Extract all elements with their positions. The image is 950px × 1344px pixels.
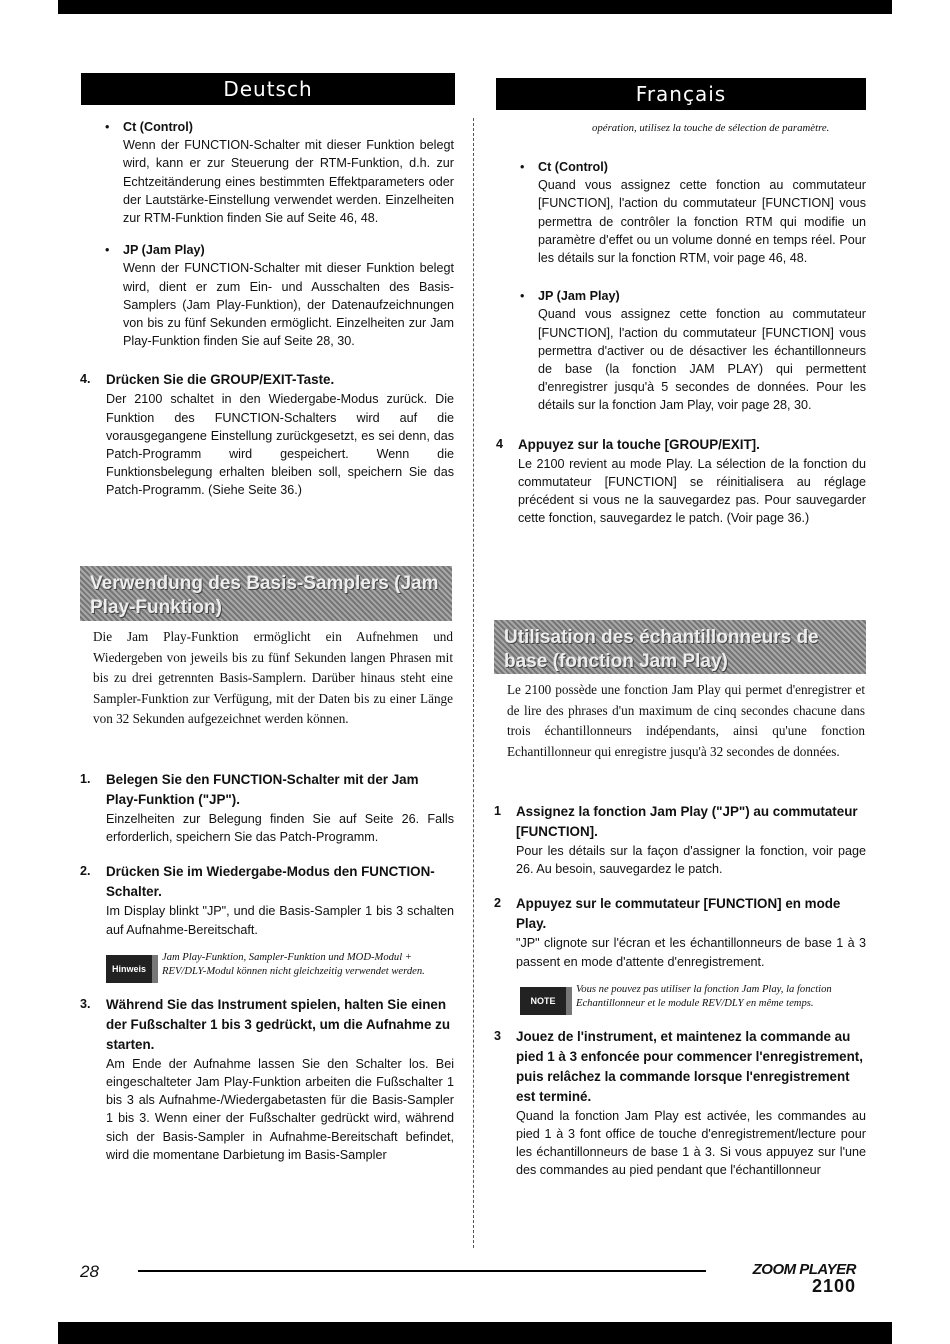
bullet-ct (105, 118, 454, 227)
step-heading: Während Sie das Instrument spielen, halten Sie einen der Fußschalter 1 bis 3 gedrückt, um die Aufnahme zu starten. (106, 996, 451, 1052)
brand-model: 2100 (811, 1276, 856, 1296)
bullet-dot: • (520, 289, 525, 304)
step-1 (80, 770, 454, 846)
step-text: Einzelheiten zur Belegung finden Sie auf Seite 26. Falls erforderlich, speichern Sie das Patch-Programm. (106, 812, 454, 845)
bullet-dot: • (520, 160, 525, 174)
step-4 (496, 435, 866, 528)
section-intro: Die Jam Play-Funktion ermöglicht ein Aufnehmen und Wiedergeben von jeweils bis zu fünf Sekunden langen Phrasen mit bis zu drei getrennten Basis-Samplern. Darüber hinaus steht eine Sampler-Funktion zur Verfügung, mit der Daten bis zu einer Länge von 32 Sekunden aufgezeichnet werden können. (93, 629, 453, 726)
step-text: Im Display blinkt "JP", und die Basis-Sampler 1 bis 3 schalten auf Aufnahme-Bereitschaft. (106, 904, 454, 937)
section-title-german: Verwendung des Basis-Samplers (Jam Play-Funktion) (80, 566, 452, 621)
step-heading: Jouez de l'instrument, et maintenez la commande au pied 1 à 3 enfoncée pour commencer l'enregistrement, puis relâchez la commande lorsque l'enregistrement est terminé. (516, 1028, 863, 1104)
step-number: 4. (80, 372, 91, 387)
column-divider (473, 118, 474, 1248)
step-heading: Belegen Sie den FUNCTION-Schalter mit der Jam Play-Funktion ("JP"). (106, 772, 419, 807)
step-number: 4 (496, 436, 504, 451)
brand-logo (716, 1262, 856, 1294)
note-text: Vous ne pouvez pas utiliser la fonction Jam Play, la fonction Echantillonneur et le module REV/DLY en même temps. (576, 983, 832, 1009)
bullet-dot: • (105, 120, 110, 134)
french-steps (494, 802, 866, 1180)
footer-rule (138, 1270, 706, 1272)
jp-text: Quand vous assignez cette fonction au commutateur [FUNCTION], l'action du commutateur [FUNCTION] vous permettra d'activer ou de désactiver les échantillonneurs de base (la fonction JAM PLAY) qui permettent d'enregistrer jusqu'à 5 secondes de données. Pour les détails sur la fonction Jam Play, voir page 28, 30. (538, 307, 866, 413)
note-box (520, 983, 866, 1011)
bullet-dot: • (105, 243, 110, 258)
german-steps (80, 770, 454, 1164)
step-number: 2. (80, 864, 91, 879)
german-column-lower (93, 627, 453, 730)
step-2 (494, 894, 866, 970)
step-text: Pour les détails sur la façon d'assigner la fonction, voir page 26. Au besoin, sauvegardez le patch. (516, 844, 866, 877)
jp-title: JP (Jam Play) (123, 243, 205, 258)
bullet-jp (520, 287, 866, 414)
step-4 (80, 370, 454, 499)
step-heading: Appuyez sur la touche [GROUP/EXIT]. (518, 436, 760, 452)
jp-text: Wenn der FUNCTION-Schalter mit dieser Funktion belegt wird, dient er zum Ein- und Ausschalten des Basis-Samplers (Jam Play-Funktion), der Datenaufzeichnungen von bis zu fünf Sekunden ermöglicht. Einzelheiten zur Jam Play-Funktion finden Sie auf Seite 28, 30. (123, 261, 454, 349)
language-header-deutsch: Deutsch (81, 73, 455, 105)
ct-title: Ct (Control) (123, 120, 193, 134)
step-2 (80, 862, 454, 938)
step-number: 3 (494, 1028, 502, 1043)
step-text: Der 2100 schaltet in den Wiedergabe-Modus zurück. Die Funktion des FUNCTION-Schalters wird auf die vorausgegangene Einstellung zurückgesetzt, es sei denn, das Patch-Programm wird gespeichert. Wenn die Funktionsbelegung erhalten bleiben soll, speichern Sie das Patch-Programm. (Siehe Seite 36.) (106, 392, 454, 498)
section-title-french: Utilisation des échantillonneurs de base (fonction Jam Play) (494, 620, 866, 674)
step-number: 1. (80, 772, 91, 786)
page-number: 28 (80, 1262, 99, 1281)
note-badge: NOTE (520, 987, 572, 1015)
ct-text: Quand vous assignez cette fonction au commutateur [FUNCTION], l'action du commutateur [FUNCTION] vous permettra de contrôler la fonction RTM qui modifie un paramètre d'effet ou un volume donné en temps réel. Pour les détails sur la fonction RTM, voir page 46, 48. (538, 178, 866, 266)
ct-text: Wenn der FUNCTION-Schalter mit dieser Funktion belegt wird, kann er zur Steuerung der RTM-Funktion, d.h. zur Echtzeitänderung eines bestimmten Effektparameters oder der Lautstärke-Einstellung verwendet werden. Einzelheiten zur RTM-Funktion finden Sie auf Seite 46, 48. (123, 138, 454, 226)
step-1 (494, 802, 866, 878)
step-heading: Drücken Sie im Wiedergabe-Modus den FUNCTION-Schalter. (106, 864, 435, 900)
bullet-jp (105, 241, 454, 350)
step-heading: Assignez la fonction Jam Play ("JP") au commutateur [FUNCTION]. (516, 804, 858, 839)
note-text: Jam Play-Funktion, Sampler-Funktion und MOD-Modul + REV/DLY-Modul können nicht gleichzeitig verwendet werden. (162, 951, 425, 977)
german-column (80, 118, 454, 500)
step-text: Am Ende der Aufnahme lassen Sie den Schalter los. Bei eingeschalteter Jam Play-Funktion arbeiten die Fußschalter 1 bis 3 als Aufnahme-/Wiedergabetasten für die Basis-Sampler 1 bis 3. Wenn einer der Fußschalter gedrückt wird, während sich der Basis-Sampler in Aufnahme-Bereitschaft befindet, wird die momentane Darbietung im Basis-Sampler (106, 1056, 454, 1162)
step-heading: Appuyez sur le commutateur [FUNCTION] en mode Play. (516, 896, 841, 932)
language-header-francais: Français (496, 78, 866, 110)
note-badge: Hinweis (106, 955, 158, 983)
step-text: Le 2100 revient au mode Play. La sélection de la fonction du commutateur [FUNCTION] se réinitialisera au réglage précédent si vous ne la sauvegardez pas. Pour sauvegarder cette fonction, sauvegardez le patch. (Voir page 36.) (518, 456, 866, 526)
bullet-ct (520, 158, 866, 267)
step-number: 2 (494, 896, 502, 911)
step-number: 1 (494, 804, 502, 818)
french-column (496, 121, 866, 527)
step-heading: Drücken Sie die GROUP/EXIT-Taste. (106, 372, 335, 388)
top-black-bar (58, 0, 892, 14)
note-box (106, 951, 454, 979)
jp-title: JP (Jam Play) (538, 289, 620, 304)
step-number: 3. (80, 996, 91, 1011)
section-intro: Le 2100 possède une fonction Jam Play qui permet d'enregistrer et de lire des phrases d'un maximum de cinq secondes chacune dans trois échantillonneurs indépendants, ainsi qu'une fonction Echantillonneur qui enregistre jusqu'à 32 secondes de données. (507, 682, 865, 759)
step-text: Quand la fonction Jam Play est activée, les commandes au pied 1 à 3 font office de touche d'enregistrement/lecture pour les échantillonneurs de base 1 à 3. Si vous appuyez sur l'une des commandes au pied pendant que l'échantillonneur (516, 1108, 866, 1178)
brand-name: ZOOM PLAYER (752, 1261, 856, 1278)
bottom-black-bar (58, 1322, 892, 1344)
step-3 (80, 995, 454, 1164)
continued-note: opération, utilisez la touche de sélection de paramètre. (592, 122, 830, 134)
french-column-lower (507, 680, 865, 762)
step-text: "JP" clignote sur l'écran et les échantillonneurs de base 1 à 3 passent en mode d'attente d'enregistrement. (516, 936, 866, 969)
ct-title: Ct (Control) (538, 160, 608, 174)
step-3 (494, 1027, 866, 1180)
